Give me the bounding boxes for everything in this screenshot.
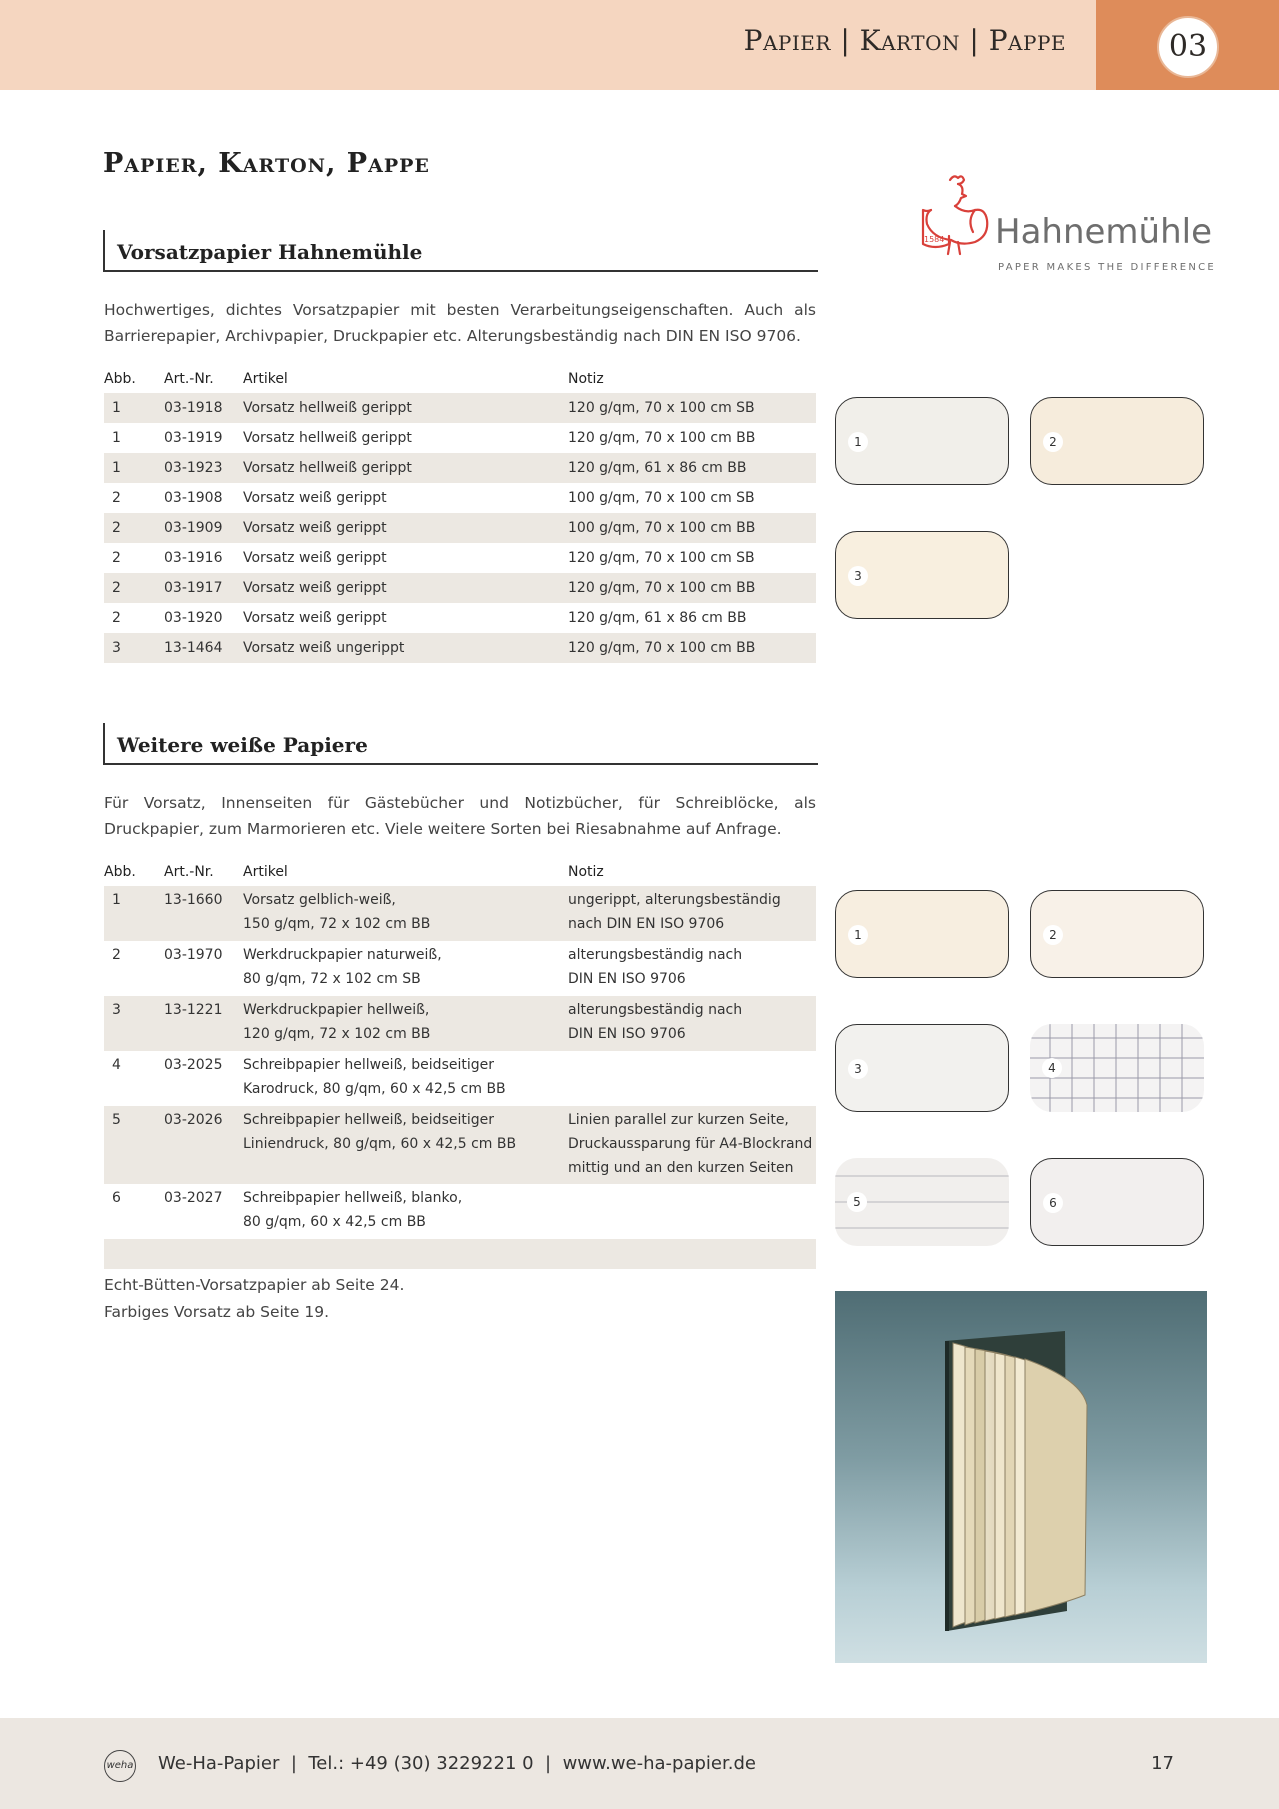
section-heading-text: Vorsatzpapier Hahnemühle bbox=[117, 240, 423, 264]
cell-artikel: Vorsatz weiß gerippt bbox=[243, 490, 387, 506]
swatch-number: 2 bbox=[1043, 432, 1063, 452]
cell-notiz: 120 g/qm, 70 x 100 cm SB bbox=[568, 393, 816, 423]
cell-art-nr: 03-1918 bbox=[164, 393, 243, 423]
cell-abb: 1 bbox=[104, 393, 164, 423]
cell-notiz: 100 g/qm, 70 x 100 cm BB bbox=[568, 513, 816, 543]
cell-artikel bbox=[243, 1051, 568, 1106]
notiz-line: nach DIN EN ISO 9706 bbox=[568, 916, 725, 932]
open-book-illustration bbox=[835, 1291, 1207, 1663]
artikel-line: 150 g/qm, 72 x 102 cm BB bbox=[243, 916, 431, 932]
swatch-number: 5 bbox=[847, 1192, 867, 1212]
product-table-vorsatzpapier bbox=[104, 365, 816, 663]
paper-swatch-1 bbox=[835, 397, 1009, 485]
cell-abb: 2 bbox=[112, 947, 121, 963]
cell-art-nr: 03-1909 bbox=[164, 513, 243, 543]
footer-separator: | bbox=[539, 1753, 557, 1774]
column-header: Art.-Nr. bbox=[164, 371, 214, 387]
header-title: Papier | Karton | Pappe bbox=[743, 24, 1066, 57]
table-row bbox=[104, 1184, 816, 1239]
paper-swatch-3 bbox=[835, 531, 1009, 619]
cell-abb: 1 bbox=[104, 453, 164, 483]
artikel-line: 120 g/qm, 72 x 102 cm BB bbox=[243, 1026, 431, 1042]
swatch-number: 1 bbox=[848, 432, 868, 452]
logo-tagline: PAPER MAKES THE DIFFERENCE bbox=[998, 262, 1217, 273]
cell-abb: 2 bbox=[112, 550, 121, 566]
cell-abb: 3 bbox=[104, 633, 164, 663]
weha-logo: weha bbox=[104, 1750, 136, 1782]
cell-notiz: 100 g/qm, 70 x 100 cm SB bbox=[568, 490, 755, 506]
cell-art-nr: 03-2026 bbox=[164, 1106, 243, 1184]
cell-artikel bbox=[243, 886, 568, 941]
cell-abb: 2 bbox=[112, 610, 121, 626]
paper-swatch-1 bbox=[835, 890, 1009, 978]
table-row bbox=[104, 633, 816, 663]
cell-artikel bbox=[243, 1106, 568, 1184]
artikel-line: Schreibpapier hellweiß, beidseitiger bbox=[243, 1057, 495, 1073]
swatch-number: 4 bbox=[1042, 1058, 1062, 1078]
paper-swatch-2 bbox=[1030, 890, 1204, 978]
table-row bbox=[104, 1051, 816, 1106]
table-row bbox=[104, 996, 816, 1051]
table-header-row bbox=[104, 365, 816, 393]
column-header: Abb. bbox=[104, 864, 136, 880]
cell-abb: 1 bbox=[112, 430, 121, 446]
cell-artikel: Vorsatz weiß ungerippt bbox=[243, 633, 568, 663]
cell-notiz bbox=[568, 1106, 816, 1184]
cell-notiz: 120 g/qm, 61 x 86 cm BB bbox=[568, 610, 747, 626]
column-header: Artikel bbox=[243, 864, 288, 880]
section-heading-weitere-papiere bbox=[103, 723, 818, 765]
cell-notiz bbox=[568, 996, 816, 1051]
column-header: Notiz bbox=[568, 371, 604, 387]
notiz-line: alterungsbeständig nach bbox=[568, 947, 743, 963]
column-header: Artikel bbox=[243, 371, 288, 387]
notiz-line: alterungsbeständig nach bbox=[568, 1002, 743, 1018]
cell-artikel: Vorsatz weiß gerippt bbox=[243, 550, 387, 566]
cell-artikel: Vorsatz hellweiß gerippt bbox=[243, 393, 568, 423]
cell-artikel bbox=[243, 1184, 568, 1239]
footer-website-link[interactable]: www.we-ha-papier.de bbox=[562, 1753, 756, 1774]
cell-abb: 2 bbox=[112, 490, 121, 506]
swatch-number: 1 bbox=[848, 925, 868, 945]
notiz-line: mittig und an den kurzen Seiten bbox=[568, 1160, 794, 1176]
notiz-line: DIN EN ISO 9706 bbox=[568, 1026, 686, 1042]
column-header: Notiz bbox=[568, 864, 604, 880]
cell-notiz: 120 g/qm, 70 x 100 cm BB bbox=[568, 633, 816, 663]
paper-swatch-6 bbox=[1030, 1158, 1204, 1246]
section-intro: Für Vorsatz, Innenseiten für Gästebücher und Notizbücher, für Schreiblöcke, als Druckpapier, zum Marmorieren etc. Viele weitere Sorten bei Riesabnahme auf Anfrage. bbox=[104, 794, 816, 838]
artikel-line: Vorsatz gelblich-weiß, bbox=[243, 892, 396, 908]
paper-swatch-4-grid bbox=[1030, 1024, 1204, 1112]
table-row bbox=[104, 543, 816, 573]
artikel-line: Schreibpapier hellweiß, beidseitiger bbox=[243, 1112, 495, 1128]
cell-notiz bbox=[568, 1051, 816, 1106]
notiz-line: Druckaussparung für A4-Blockrand bbox=[568, 1136, 813, 1152]
page-number: 17 bbox=[1151, 1753, 1174, 1774]
hahnemuehle-logo bbox=[920, 172, 1217, 282]
table-row bbox=[104, 886, 816, 941]
section-heading-vorsatzpapier bbox=[103, 230, 818, 272]
cell-notiz: 120 g/qm, 70 x 100 cm BB bbox=[568, 573, 816, 603]
cell-notiz bbox=[568, 886, 816, 941]
cell-art-nr: 13-1464 bbox=[164, 633, 243, 663]
footer-contact bbox=[158, 1753, 756, 1774]
cell-art-nr: 13-1660 bbox=[164, 886, 243, 941]
table-row bbox=[104, 393, 816, 423]
cell-artikel: Vorsatz hellweiß gerippt bbox=[243, 453, 568, 483]
artikel-line: Werkdruckpapier naturweiß, bbox=[243, 947, 442, 963]
column-header: Art.-Nr. bbox=[164, 864, 214, 880]
table-row bbox=[104, 513, 816, 543]
cell-art-nr: 03-1917 bbox=[164, 573, 243, 603]
table-row bbox=[104, 453, 816, 483]
cell-art-nr: 03-1919 bbox=[164, 430, 223, 446]
cell-artikel: Vorsatz weiß gerippt bbox=[243, 610, 387, 626]
artikel-line: Karodruck, 80 g/qm, 60 x 42,5 cm BB bbox=[243, 1081, 506, 1097]
note-line: Echt-Bütten-Vorsatzpapier ab Seite 24. bbox=[104, 1276, 405, 1294]
page-title: Papier, Karton, Pappe bbox=[103, 148, 430, 179]
swatch-number: 3 bbox=[848, 566, 868, 586]
cell-abb: 3 bbox=[104, 996, 164, 1051]
section-intro: Hochwertiges, dichtes Vorsatzpapier mit besten Verarbeitungseigenschaften. Auch als Barrierepapier, Archivpapier, Druckpapier etc. Alterungsbeständig nach DIN EN ISO 9706. bbox=[104, 301, 816, 345]
cell-artikel bbox=[243, 996, 568, 1051]
logo-wordmark: Hahnemühle bbox=[995, 212, 1212, 252]
cell-art-nr: 03-1923 bbox=[164, 453, 243, 483]
artikel-line: Schreibpapier hellweiß, blanko, bbox=[243, 1190, 463, 1206]
swatch-number: 3 bbox=[848, 1059, 868, 1079]
cell-notiz: 120 g/qm, 61 x 86 cm BB bbox=[568, 453, 816, 483]
cell-notiz bbox=[568, 941, 816, 996]
cell-art-nr: 03-1908 bbox=[164, 490, 223, 506]
column-header: Abb. bbox=[104, 371, 136, 387]
cell-abb: 5 bbox=[104, 1106, 164, 1184]
cross-reference-notes bbox=[104, 1272, 404, 1326]
table-row-empty bbox=[104, 1239, 816, 1269]
cell-notiz: 120 g/qm, 70 x 100 cm BB bbox=[568, 430, 756, 446]
artikel-line: Werkdruckpapier hellweiß, bbox=[243, 1002, 430, 1018]
artikel-line: Liniendruck, 80 g/qm, 60 x 42,5 cm BB bbox=[243, 1136, 517, 1152]
table-row bbox=[104, 483, 816, 513]
empty-cell bbox=[104, 1239, 816, 1269]
footer-phone: Tel.: +49 (30) 3229221 0 bbox=[308, 1753, 534, 1774]
table-header-row bbox=[104, 858, 816, 886]
section-heading-text: Weitere weiße Papiere bbox=[117, 733, 368, 757]
cell-art-nr: 03-2027 bbox=[164, 1190, 223, 1206]
cell-notiz bbox=[568, 1184, 816, 1239]
note-line: Farbiges Vorsatz ab Seite 19. bbox=[104, 1303, 329, 1321]
notiz-line: DIN EN ISO 9706 bbox=[568, 971, 686, 987]
cell-abb: 2 bbox=[104, 573, 164, 603]
cell-artikel bbox=[243, 941, 568, 996]
logo-year: 1584 bbox=[924, 235, 945, 244]
paper-swatch-5-lines bbox=[835, 1158, 1009, 1246]
notiz-line: ungerippt, alterungsbeständig bbox=[568, 892, 781, 908]
cell-artikel: Vorsatz hellweiß gerippt bbox=[243, 430, 412, 446]
guestbook-photo bbox=[835, 1291, 1207, 1663]
paper-swatch-2 bbox=[1030, 397, 1204, 485]
cell-art-nr: 03-1916 bbox=[164, 550, 223, 566]
cell-art-nr: 03-1970 bbox=[164, 947, 223, 963]
artikel-line: 80 g/qm, 60 x 42,5 cm BB bbox=[243, 1214, 426, 1230]
cell-artikel: Vorsatz weiß gerippt bbox=[243, 513, 568, 543]
table-row bbox=[104, 603, 816, 633]
notiz-line: Linien parallel zur kurzen Seite, bbox=[568, 1112, 789, 1128]
cell-art-nr: 03-2025 bbox=[164, 1057, 223, 1073]
chapter-number: 03 bbox=[1157, 16, 1219, 78]
artikel-line: 80 g/qm, 72 x 102 cm SB bbox=[243, 971, 421, 987]
swatch-number: 2 bbox=[1043, 925, 1063, 945]
cell-art-nr: 03-1920 bbox=[164, 610, 223, 626]
cell-art-nr: 13-1221 bbox=[164, 996, 243, 1051]
cell-abb: 6 bbox=[112, 1190, 121, 1206]
table-row bbox=[104, 941, 816, 996]
cell-abb: 4 bbox=[112, 1057, 121, 1073]
table-row bbox=[104, 423, 816, 453]
cell-notiz: 120 g/qm, 70 x 100 cm SB bbox=[568, 550, 755, 566]
table-row bbox=[104, 1106, 816, 1184]
cell-artikel: Vorsatz weiß gerippt bbox=[243, 573, 568, 603]
table-row bbox=[104, 573, 816, 603]
paper-swatch-3 bbox=[835, 1024, 1009, 1112]
footer-company: We-Ha-Papier bbox=[158, 1753, 280, 1774]
swatch-number: 6 bbox=[1043, 1193, 1063, 1213]
footer-separator: | bbox=[285, 1753, 303, 1774]
rooster-icon bbox=[920, 172, 990, 260]
cell-abb: 2 bbox=[104, 513, 164, 543]
cell-abb: 1 bbox=[104, 886, 164, 941]
product-table-weitere-papiere bbox=[104, 858, 816, 1269]
